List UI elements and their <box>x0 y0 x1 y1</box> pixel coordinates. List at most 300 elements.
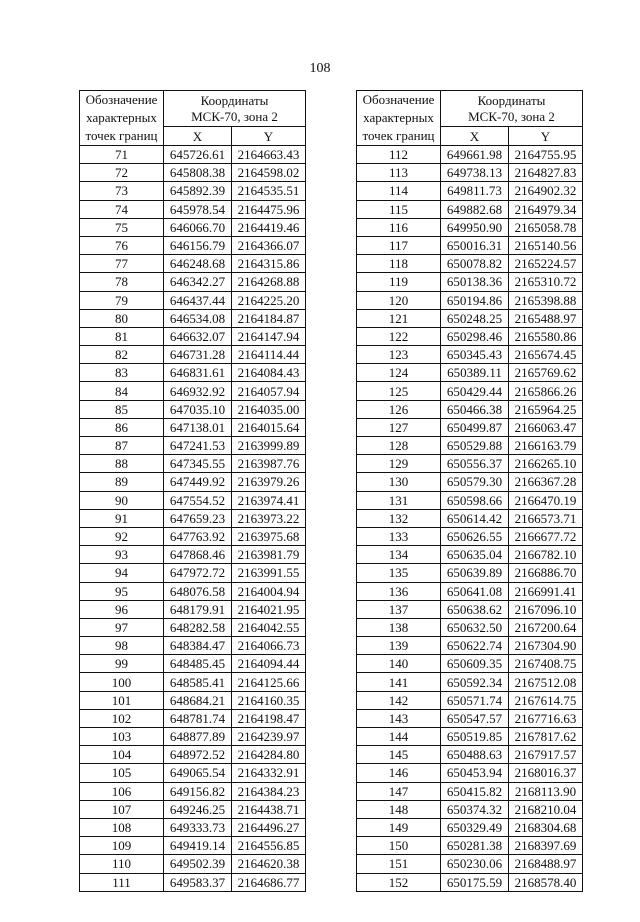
point-number-cell: 73 <box>80 182 164 200</box>
point-number-cell: 77 <box>80 255 164 273</box>
table-row <box>80 236 306 254</box>
point-number-cell: 120 <box>357 291 441 309</box>
x-coordinate-cell: 645892.39 <box>164 182 232 200</box>
table-row <box>357 291 583 309</box>
table-row <box>80 327 306 345</box>
table-row <box>80 255 306 273</box>
x-coordinate-cell: 648384.47 <box>164 637 232 655</box>
point-number-cell: 94 <box>80 564 164 582</box>
point-number-cell: 132 <box>357 509 441 527</box>
point-number-cell: 87 <box>80 437 164 455</box>
y-coordinate-cell: 2164620.38 <box>232 855 306 873</box>
point-number-cell: 139 <box>357 637 441 655</box>
y-coordinate-cell: 2167512.08 <box>509 673 583 691</box>
point-number-cell: 122 <box>357 327 441 345</box>
y-coordinate-cell: 2164084.43 <box>232 364 306 382</box>
table-row <box>80 873 306 891</box>
x-coordinate-cell: 646932.92 <box>164 382 232 400</box>
point-number-cell: 100 <box>80 673 164 691</box>
x-coordinate-cell: 648877.89 <box>164 728 232 746</box>
table-row <box>357 691 583 709</box>
table-row <box>357 200 583 218</box>
y-coordinate-cell: 2163981.79 <box>232 546 306 564</box>
y-coordinate-cell: 2166470.19 <box>509 491 583 509</box>
table-row <box>357 600 583 618</box>
table-row <box>80 364 306 382</box>
x-coordinate-cell: 649661.98 <box>441 146 509 164</box>
x-coordinate-cell: 649502.39 <box>164 855 232 873</box>
y-coordinate-cell: 2164598.02 <box>232 164 306 182</box>
point-number-cell: 82 <box>80 346 164 364</box>
x-coordinate-cell: 650329.49 <box>441 818 509 836</box>
y-coordinate-cell: 2164225.20 <box>232 291 306 309</box>
point-number-cell: 134 <box>357 546 441 564</box>
x-coordinate-cell: 646156.79 <box>164 236 232 254</box>
point-number-cell: 128 <box>357 437 441 455</box>
table-row <box>357 309 583 327</box>
x-coordinate-cell: 650639.89 <box>441 564 509 582</box>
x-coordinate-cell: 647345.55 <box>164 455 232 473</box>
x-coordinate-cell: 648684.21 <box>164 691 232 709</box>
x-coordinate-cell: 645978.54 <box>164 200 232 218</box>
table-row <box>80 782 306 800</box>
x-coordinate-cell: 648781.74 <box>164 709 232 727</box>
x-coordinate-cell: 647868.46 <box>164 546 232 564</box>
coordinates-header: Координаты МСК-70, зона 2 <box>164 91 306 127</box>
point-number-cell: 90 <box>80 491 164 509</box>
point-number-cell: 141 <box>357 673 441 691</box>
y-coordinate-cell: 2164315.86 <box>232 255 306 273</box>
point-number-cell: 91 <box>80 509 164 527</box>
point-number-cell: 104 <box>80 746 164 764</box>
coordinates-header: Координаты МСК-70, зона 2 <box>441 91 583 127</box>
table-row <box>357 346 583 364</box>
point-number-cell: 148 <box>357 800 441 818</box>
table-row <box>357 673 583 691</box>
table-row <box>357 800 583 818</box>
y-coordinate-cell: 2164125.66 <box>232 673 306 691</box>
x-coordinate-cell: 650622.74 <box>441 637 509 655</box>
table-row <box>357 564 583 582</box>
x-coordinate-cell: 650453.94 <box>441 764 509 782</box>
x-coordinate-cell: 650609.35 <box>441 655 509 673</box>
x-coordinate-cell: 650626.55 <box>441 527 509 545</box>
x-coordinate-cell: 648485.45 <box>164 655 232 673</box>
table-row <box>357 709 583 727</box>
table-row <box>80 146 306 164</box>
point-designation-header: Обозначение характерных точек границ <box>80 91 164 146</box>
x-coordinate-cell: 649065.54 <box>164 764 232 782</box>
x-coordinate-cell: 648076.58 <box>164 582 232 600</box>
x-coordinate-cell: 650415.82 <box>441 782 509 800</box>
point-number-cell: 98 <box>80 637 164 655</box>
y-header: Y <box>509 127 583 146</box>
table-row <box>80 418 306 436</box>
table-row <box>80 200 306 218</box>
x-coordinate-cell: 650592.34 <box>441 673 509 691</box>
x-coordinate-cell: 650641.08 <box>441 582 509 600</box>
point-number-cell: 114 <box>357 182 441 200</box>
point-number-cell: 72 <box>80 164 164 182</box>
point-number-cell: 135 <box>357 564 441 582</box>
table-row <box>357 382 583 400</box>
point-number-cell: 145 <box>357 746 441 764</box>
table-row <box>357 637 583 655</box>
table-row <box>357 273 583 291</box>
table-row <box>357 218 583 236</box>
x-coordinate-cell: 650598.66 <box>441 491 509 509</box>
point-number-cell: 78 <box>80 273 164 291</box>
x-coordinate-cell: 650614.42 <box>441 509 509 527</box>
y-coordinate-cell: 2165398.88 <box>509 291 583 309</box>
table-row <box>357 509 583 527</box>
table-row <box>80 273 306 291</box>
table-row <box>80 382 306 400</box>
point-number-cell: 106 <box>80 782 164 800</box>
table-row <box>80 346 306 364</box>
y-coordinate-cell: 2164160.35 <box>232 691 306 709</box>
point-number-cell: 133 <box>357 527 441 545</box>
x-coordinate-cell: 648179.91 <box>164 600 232 618</box>
y-coordinate-cell: 2164239.97 <box>232 728 306 746</box>
table-row <box>357 728 583 746</box>
point-number-cell: 95 <box>80 582 164 600</box>
x-coordinate-cell: 647659.23 <box>164 509 232 527</box>
table-row <box>80 455 306 473</box>
point-number-cell: 115 <box>357 200 441 218</box>
x-coordinate-cell: 650632.50 <box>441 618 509 636</box>
y-coordinate-cell: 2167917.57 <box>509 746 583 764</box>
point-number-cell: 151 <box>357 855 441 873</box>
y-coordinate-cell: 2166573.71 <box>509 509 583 527</box>
point-number-cell: 121 <box>357 309 441 327</box>
table-row <box>80 746 306 764</box>
point-number-cell: 74 <box>80 200 164 218</box>
y-coordinate-cell: 2164902.32 <box>509 182 583 200</box>
point-number-cell: 125 <box>357 382 441 400</box>
point-number-cell: 84 <box>80 382 164 400</box>
table-row <box>357 746 583 764</box>
table-row <box>80 728 306 746</box>
x-coordinate-cell: 650529.88 <box>441 437 509 455</box>
point-number-cell: 83 <box>80 364 164 382</box>
x-coordinate-cell: 646437.44 <box>164 291 232 309</box>
x-coordinate-cell: 650374.32 <box>441 800 509 818</box>
coordinates-table-right <box>356 90 583 892</box>
y-coordinate-cell: 2164755.95 <box>509 146 583 164</box>
y-coordinate-cell: 2164332.91 <box>232 764 306 782</box>
x-coordinate-cell: 647763.92 <box>164 527 232 545</box>
x-coordinate-cell: 650281.38 <box>441 837 509 855</box>
point-number-cell: 76 <box>80 236 164 254</box>
x-coordinate-cell: 645808.38 <box>164 164 232 182</box>
point-number-cell: 75 <box>80 218 164 236</box>
x-coordinate-cell: 647449.92 <box>164 473 232 491</box>
table-row <box>80 309 306 327</box>
x-coordinate-cell: 650078.82 <box>441 255 509 273</box>
table-row <box>80 527 306 545</box>
y-coordinate-cell: 2164384.23 <box>232 782 306 800</box>
point-number-cell: 80 <box>80 309 164 327</box>
y-coordinate-cell: 2163991.55 <box>232 564 306 582</box>
table-row <box>80 473 306 491</box>
table-row <box>357 327 583 345</box>
table-row <box>80 291 306 309</box>
table-row <box>80 546 306 564</box>
table-row <box>357 655 583 673</box>
point-number-cell: 89 <box>80 473 164 491</box>
y-coordinate-cell: 2164827.83 <box>509 164 583 182</box>
point-number-cell: 103 <box>80 728 164 746</box>
x-coordinate-cell: 650466.38 <box>441 400 509 418</box>
table-row <box>357 818 583 836</box>
point-number-cell: 108 <box>80 818 164 836</box>
y-coordinate-cell: 2166163.79 <box>509 437 583 455</box>
y-coordinate-cell: 2166063.47 <box>509 418 583 436</box>
table-row <box>357 527 583 545</box>
y-coordinate-cell: 2168016.37 <box>509 764 583 782</box>
x-coordinate-cell: 650016.31 <box>441 236 509 254</box>
table-row <box>357 437 583 455</box>
table-row <box>80 400 306 418</box>
x-coordinate-cell: 650175.59 <box>441 873 509 891</box>
y-coordinate-cell: 2168113.90 <box>509 782 583 800</box>
y-coordinate-cell: 2166782.10 <box>509 546 583 564</box>
y-coordinate-cell: 2164686.77 <box>232 873 306 891</box>
y-coordinate-cell: 2165224.57 <box>509 255 583 273</box>
y-coordinate-cell: 2164496.27 <box>232 818 306 836</box>
point-number-cell: 81 <box>80 327 164 345</box>
y-coordinate-cell: 2164438.71 <box>232 800 306 818</box>
x-coordinate-cell: 647554.52 <box>164 491 232 509</box>
y-coordinate-cell: 2164066.73 <box>232 637 306 655</box>
table-row <box>80 800 306 818</box>
y-coordinate-cell: 2163999.89 <box>232 437 306 455</box>
y-coordinate-cell: 2164035.00 <box>232 400 306 418</box>
y-header: Y <box>232 127 306 146</box>
table-row <box>80 618 306 636</box>
y-coordinate-cell: 2168210.04 <box>509 800 583 818</box>
x-coordinate-cell: 650345.43 <box>441 346 509 364</box>
point-number-cell: 93 <box>80 546 164 564</box>
y-coordinate-cell: 2163979.26 <box>232 473 306 491</box>
point-number-cell: 146 <box>357 764 441 782</box>
y-coordinate-cell: 2164057.94 <box>232 382 306 400</box>
x-coordinate-cell: 649882.68 <box>441 200 509 218</box>
point-number-cell: 147 <box>357 782 441 800</box>
y-coordinate-cell: 2164021.95 <box>232 600 306 618</box>
table-row <box>80 564 306 582</box>
y-coordinate-cell: 2164419.46 <box>232 218 306 236</box>
point-number-cell: 149 <box>357 818 441 836</box>
x-coordinate-cell: 650635.04 <box>441 546 509 564</box>
y-coordinate-cell: 2165769.62 <box>509 364 583 382</box>
x-coordinate-cell: 650488.63 <box>441 746 509 764</box>
y-coordinate-cell: 2165964.25 <box>509 400 583 418</box>
y-coordinate-cell: 2164094.44 <box>232 655 306 673</box>
table-row <box>80 818 306 836</box>
point-number-cell: 96 <box>80 600 164 618</box>
x-coordinate-cell: 646831.61 <box>164 364 232 382</box>
x-coordinate-cell: 646066.70 <box>164 218 232 236</box>
y-coordinate-cell: 2168578.40 <box>509 873 583 891</box>
point-number-cell: 138 <box>357 618 441 636</box>
y-coordinate-cell: 2164663.43 <box>232 146 306 164</box>
table-row <box>357 146 583 164</box>
x-header: X <box>441 127 509 146</box>
x-coordinate-cell: 650194.86 <box>441 291 509 309</box>
y-coordinate-cell: 2168397.69 <box>509 837 583 855</box>
point-number-cell: 124 <box>357 364 441 382</box>
table-row <box>80 582 306 600</box>
table-row <box>357 546 583 564</box>
x-coordinate-cell: 646731.28 <box>164 346 232 364</box>
y-coordinate-cell: 2167614.75 <box>509 691 583 709</box>
y-coordinate-cell: 2163974.41 <box>232 491 306 509</box>
y-coordinate-cell: 2165488.97 <box>509 309 583 327</box>
table-row <box>80 837 306 855</box>
x-coordinate-cell: 649738.13 <box>441 164 509 182</box>
point-number-cell: 119 <box>357 273 441 291</box>
point-number-cell: 150 <box>357 837 441 855</box>
y-coordinate-cell: 2165866.26 <box>509 382 583 400</box>
point-number-cell: 117 <box>357 236 441 254</box>
table-row <box>357 400 583 418</box>
y-coordinate-cell: 2163973.22 <box>232 509 306 527</box>
point-number-cell: 126 <box>357 400 441 418</box>
x-coordinate-cell: 646342.27 <box>164 273 232 291</box>
x-coordinate-cell: 646248.68 <box>164 255 232 273</box>
y-coordinate-cell: 2164475.96 <box>232 200 306 218</box>
table-row <box>357 782 583 800</box>
y-coordinate-cell: 2164004.94 <box>232 582 306 600</box>
table-row <box>357 255 583 273</box>
table-row <box>357 618 583 636</box>
y-coordinate-cell: 2164147.94 <box>232 327 306 345</box>
x-coordinate-cell: 650298.46 <box>441 327 509 345</box>
x-coordinate-cell: 646632.07 <box>164 327 232 345</box>
table-row <box>357 364 583 382</box>
y-coordinate-cell: 2163987.76 <box>232 455 306 473</box>
x-coordinate-cell: 650579.30 <box>441 473 509 491</box>
x-coordinate-cell: 649811.73 <box>441 182 509 200</box>
x-coordinate-cell: 649583.37 <box>164 873 232 891</box>
table-row <box>357 164 583 182</box>
table-row <box>80 709 306 727</box>
x-coordinate-cell: 648282.58 <box>164 618 232 636</box>
y-coordinate-cell: 2164535.51 <box>232 182 306 200</box>
table-row <box>80 691 306 709</box>
table-row <box>357 837 583 855</box>
x-header: X <box>164 127 232 146</box>
y-coordinate-cell: 2167817.62 <box>509 728 583 746</box>
table-row <box>80 655 306 673</box>
point-number-cell: 99 <box>80 655 164 673</box>
x-coordinate-cell: 650519.85 <box>441 728 509 746</box>
y-coordinate-cell: 2164184.87 <box>232 309 306 327</box>
table-row <box>357 582 583 600</box>
y-coordinate-cell: 2167304.90 <box>509 637 583 655</box>
x-coordinate-cell: 648585.41 <box>164 673 232 691</box>
y-coordinate-cell: 2164284.80 <box>232 746 306 764</box>
table-row <box>80 491 306 509</box>
point-number-cell: 136 <box>357 582 441 600</box>
point-number-cell: 144 <box>357 728 441 746</box>
table-row <box>357 455 583 473</box>
y-coordinate-cell: 2164042.55 <box>232 618 306 636</box>
y-coordinate-cell: 2166265.10 <box>509 455 583 473</box>
coordinates-table-left <box>79 90 306 892</box>
x-coordinate-cell: 649246.25 <box>164 800 232 818</box>
point-number-cell: 101 <box>80 691 164 709</box>
y-coordinate-cell: 2165140.56 <box>509 236 583 254</box>
table-row <box>80 509 306 527</box>
table-row <box>80 437 306 455</box>
x-coordinate-cell: 647138.01 <box>164 418 232 436</box>
y-coordinate-cell: 2165058.78 <box>509 218 583 236</box>
y-coordinate-cell: 2164015.64 <box>232 418 306 436</box>
y-coordinate-cell: 2165310.72 <box>509 273 583 291</box>
point-number-cell: 131 <box>357 491 441 509</box>
y-coordinate-cell: 2164198.47 <box>232 709 306 727</box>
point-number-cell: 110 <box>80 855 164 873</box>
point-number-cell: 79 <box>80 291 164 309</box>
x-coordinate-cell: 650556.37 <box>441 455 509 473</box>
y-coordinate-cell: 2165580.86 <box>509 327 583 345</box>
point-number-cell: 111 <box>80 873 164 891</box>
point-number-cell: 127 <box>357 418 441 436</box>
point-number-cell: 109 <box>80 837 164 855</box>
y-coordinate-cell: 2166367.28 <box>509 473 583 491</box>
point-number-cell: 102 <box>80 709 164 727</box>
table-row <box>357 236 583 254</box>
y-coordinate-cell: 2164114.44 <box>232 346 306 364</box>
point-number-cell: 86 <box>80 418 164 436</box>
table-row <box>357 418 583 436</box>
x-coordinate-cell: 650389.11 <box>441 364 509 382</box>
point-number-cell: 152 <box>357 873 441 891</box>
table-row <box>357 491 583 509</box>
x-coordinate-cell: 650138.36 <box>441 273 509 291</box>
table-row <box>80 673 306 691</box>
point-number-cell: 113 <box>357 164 441 182</box>
table-row <box>357 855 583 873</box>
point-number-cell: 71 <box>80 146 164 164</box>
table-row <box>357 764 583 782</box>
y-coordinate-cell: 2167096.10 <box>509 600 583 618</box>
y-coordinate-cell: 2163975.68 <box>232 527 306 545</box>
y-coordinate-cell: 2166677.72 <box>509 527 583 545</box>
x-coordinate-cell: 650230.06 <box>441 855 509 873</box>
y-coordinate-cell: 2167408.75 <box>509 655 583 673</box>
table-row <box>357 473 583 491</box>
point-number-cell: 130 <box>357 473 441 491</box>
point-number-cell: 107 <box>80 800 164 818</box>
y-coordinate-cell: 2165674.45 <box>509 346 583 364</box>
y-coordinate-cell: 2168304.68 <box>509 818 583 836</box>
x-coordinate-cell: 648972.52 <box>164 746 232 764</box>
y-coordinate-cell: 2164979.34 <box>509 200 583 218</box>
point-number-cell: 142 <box>357 691 441 709</box>
table-row <box>357 182 583 200</box>
table-row <box>80 764 306 782</box>
x-coordinate-cell: 650429.44 <box>441 382 509 400</box>
y-coordinate-cell: 2167200.64 <box>509 618 583 636</box>
y-coordinate-cell: 2164366.07 <box>232 236 306 254</box>
x-coordinate-cell: 649333.73 <box>164 818 232 836</box>
point-number-cell: 92 <box>80 527 164 545</box>
point-number-cell: 116 <box>357 218 441 236</box>
